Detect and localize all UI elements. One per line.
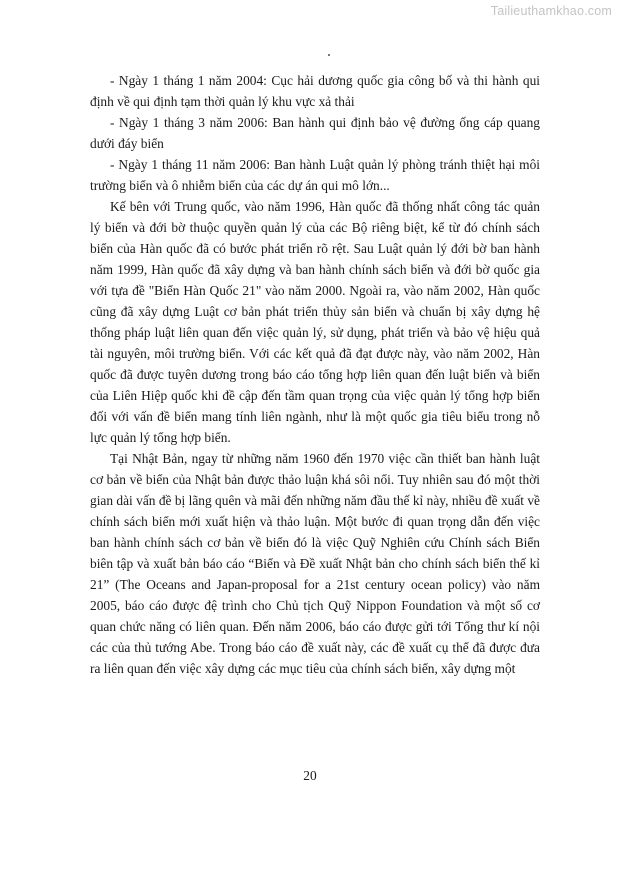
watermark: Tailieuthamkhao.com xyxy=(490,4,612,18)
paragraph-2006-november: - Ngày 1 tháng 11 năm 2006: Ban hành Luật quản lý phòng tránh thiệt hại môi trường biển và ô nhiễm biển của các dự án qui mô lớn... xyxy=(90,157,540,193)
paragraph-japan: Tại Nhật Bản, ngay từ những năm 1960 đến 1970 việc cần thiết ban hành luật cơ bản về biển của Nhật bản được thảo luận khá sôi nổi. Tuy nhiên sau đó một thời gian dài vấn đề bị lãng quên và mãi đến những năm đầu thế kỉ này, nhiều đề xuất về chính sách biển mới xuất hiện và thảo luận. Một bước đi quan trọng dẫn đến việc ban hành chính sách cơ bản về biển đó là việc Quỹ Nghiên cứu Chính sách Biển biên tập và xuất bản báo cáo “Biển và Đề xuất Nhật bản cho chính sách biển thế kỉ 21” (The Oceans and Japan-proposal for a 21st century ocean policy) vào năm 2005, báo cáo được đệ trình cho Chủ tịch Quỹ Nippon Foundation và một số cơ quan chức năng có liên quan. Đến năm 2006, báo cáo được gửi tới Tổng thư kí nội các của thủ tướng Abe. Trong báo cáo đề xuất này, các đề xuất cụ thể đã được đưa ra liên quan đến việc xây dựng các mục tiêu của chính sách biển, xây dựng một xyxy=(90,451,540,676)
paragraph-2006-march: - Ngày 1 tháng 3 năm 2006: Ban hành qui định bảo vệ đường ống cáp quang dưới đáy biển xyxy=(90,115,540,151)
document-body xyxy=(90,70,540,679)
scan-dot xyxy=(328,54,330,56)
page-number: 20 xyxy=(303,768,317,783)
paragraph-korea: Kế bên với Trung quốc, vào năm 1996, Hàn quốc đã thống nhất công tác quản lý biển và đới bờ thuộc quyền quản lý của các Bộ riêng biệt, kể từ đó chính sách biển của Hàn quốc đã có bước phát triển rõ rệt. Sau Luật quản lý đới bờ ban hành năm 1999, Hàn quốc đã xây dựng và ban hành chính sách biển và đới bờ quốc gia với tựa đề "Biển Hàn Quốc 21" vào năm 2000. Ngoài ra, vào năm 2002, Hàn quốc cũng đã xây dựng Luật cơ bản phát triển thủy sản biển và chuẩn bị xây dựng hệ thống pháp luật liên quan đến việc quản lý, sử dụng, phát triển và bảo vệ hiệu quả tài nguyên, môi trường biển. Với các kết quả đã đạt được này, vào năm 2002, Hàn quốc đã được tuyên dương trong báo cáo tổng hợp liên quan đến luật biển và biển của Liên Hiệp quốc khi đề cập đến tầm quan trọng của việc quản lý tổng hợp biển đối với vấn đề biển mang tính liên ngành, như là một quốc gia tiêu biểu trong nỗ lực quản lý tổng hợp biển. xyxy=(90,199,540,445)
paragraph-2004: - Ngày 1 tháng 1 năm 2004: Cục hải dương quốc gia công bố và thi hành qui định về qui định tạm thời quản lý khu vực xả thải xyxy=(90,73,540,109)
